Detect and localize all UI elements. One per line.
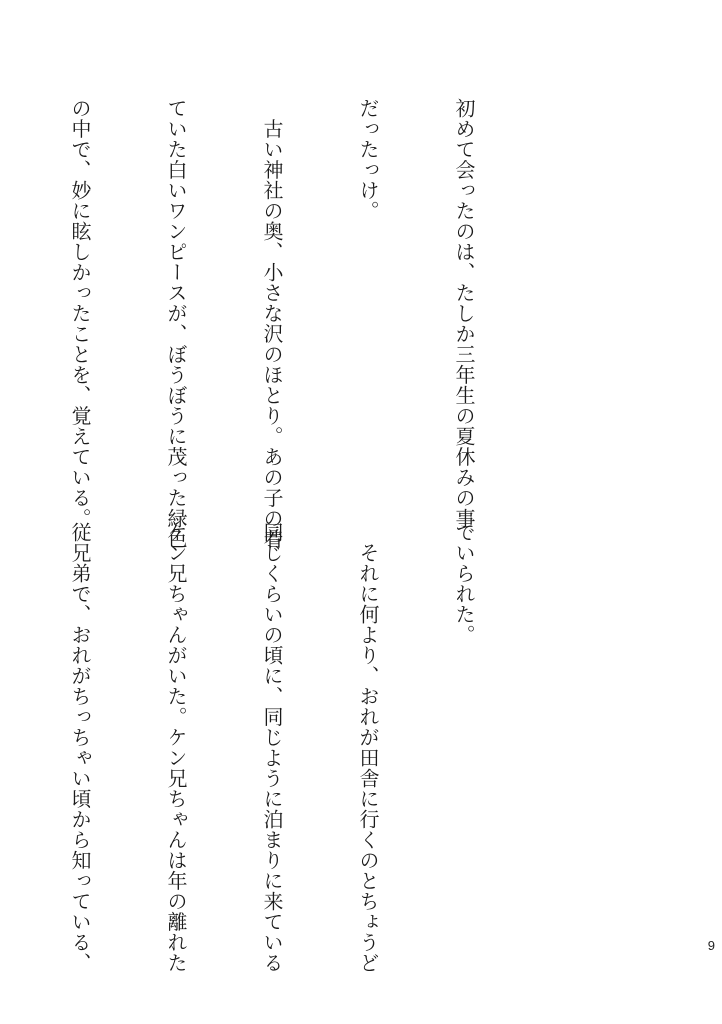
text-column: の中で、妙に眩しかったことを、覚えている。 [68, 98, 92, 529]
text-column: 初めて会ったのは、たしか三年生の夏休みの事 [452, 98, 476, 529]
text-block-top [68, 98, 544, 549]
text-column: 従兄弟で、おれがちっちゃい頃から知っている、 [68, 522, 92, 973]
text-column: ていた白いワンピースが、ぼうぼうに茂った緑色 [164, 98, 188, 549]
text-column: ケン兄ちゃんがいた。ケン兄ちゃんは年の離れた [164, 522, 188, 973]
text-column: 同じくらいの頃に、同じように泊まりに来ている [260, 522, 284, 973]
text-column: だったっけ。 [356, 98, 380, 221]
text-column: でいられた。 [452, 522, 476, 645]
text-column: それに何より、おれが田舎に行くのとちょうど [356, 522, 380, 973]
page-number: 9 [707, 938, 715, 953]
text-block-bottom [68, 522, 544, 973]
text-column: 古い神社の奥、小さな沢のほとり。あの子の着 [260, 98, 284, 549]
